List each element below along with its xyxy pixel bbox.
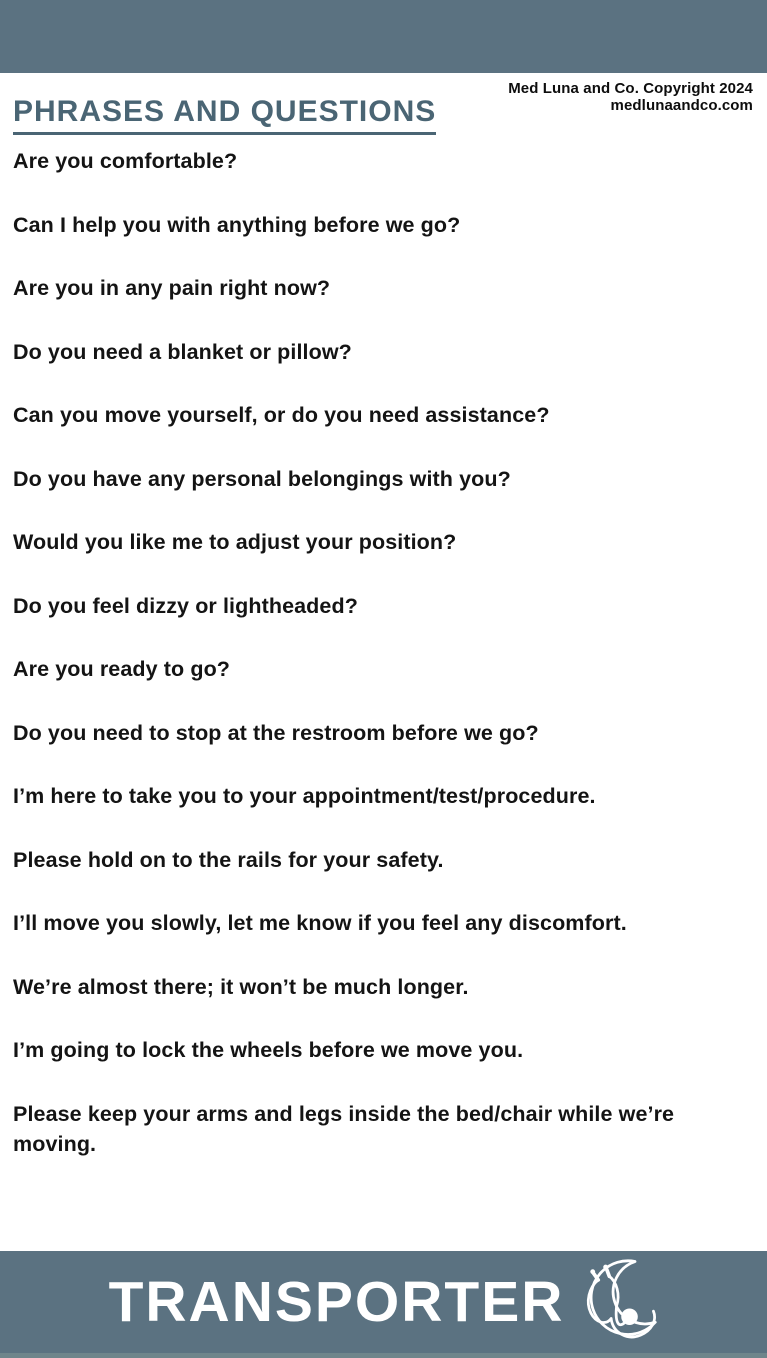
phrase-line: Do you need a blanket or pillow? (13, 339, 352, 364)
phrase-line: Can you move yourself, or do you need assistance? (13, 403, 550, 427)
phrase-line: Do you feel dizzy or lightheaded? (13, 593, 358, 618)
phrase-line: Do you need to stop at the restroom before we go? (13, 720, 539, 745)
content-area (0, 73, 767, 1192)
phrase-line: I’m here to take you to your appointment/test/procedure. (13, 784, 596, 808)
copyright-line1: Med Luna and Co. Copyright 2024 (508, 80, 753, 97)
phrase-line: Would you like me to adjust your position? (13, 530, 457, 554)
phrase-list (13, 146, 754, 1159)
phrase-line: Please hold on to the rails for your safety. (13, 847, 444, 872)
footer-banner (0, 1251, 767, 1358)
phrase-line: Are you in any pain right now? (13, 276, 331, 300)
copyright-line2: medlunaandco.com (610, 97, 753, 114)
phrase-line: Are you comfortable? (13, 149, 238, 173)
phrase-line: Are you ready to go? (13, 657, 231, 681)
phrase-line: Please keep your arms and legs inside the bed/chair while we’re moving. (13, 1101, 675, 1156)
moon-stethoscope-icon (578, 1256, 670, 1348)
page-title: PHRASES AND QUESTIONS (13, 95, 436, 135)
phrase-line: We’re almost there; it won’t be much longer. (13, 974, 469, 999)
phrase-line: I’ll move you slowly, let me know if you feel any discomfort. (13, 911, 627, 935)
phrase-line: Do you have any personal belongings with you? (13, 466, 511, 491)
phrase-line: Can I help you with anything before we go? (13, 212, 461, 237)
brand-name: TRANSPORTER (108, 1269, 565, 1334)
top-banner (0, 0, 767, 73)
phrase-line: I’m going to lock the wheels before we move you. (13, 1038, 524, 1062)
